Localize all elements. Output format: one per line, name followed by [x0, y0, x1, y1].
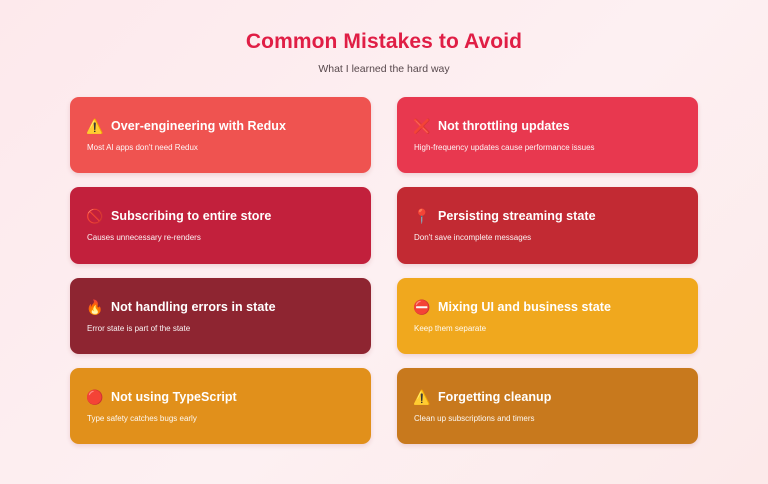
warning-triangle-icon: ⚠️: [413, 388, 431, 405]
card-header: [413, 390, 682, 404]
page-title: Common Mistakes to Avoid: [245, 30, 523, 53]
fire-icon: 🔥: [86, 298, 104, 315]
card-title: Not handling errors in state: [111, 299, 276, 314]
mistake-card-4[interactable]: [397, 187, 698, 263]
no-entry-icon: ⛔: [413, 298, 431, 315]
pin-icon: 📍: [413, 208, 431, 225]
mistakes-grid: [40, 97, 728, 444]
card-description: Clean up subscriptions and timers: [414, 413, 535, 423]
slide-header: [40, 30, 728, 75]
warning-triangle-icon: ⚠️: [86, 118, 104, 135]
prohibited-icon: 🚫: [86, 208, 104, 225]
mistake-card-5[interactable]: [70, 278, 371, 354]
card-header: [86, 209, 355, 223]
card-title: Persisting streaming state: [438, 209, 596, 224]
card-description: Causes unnecessary re-renders: [87, 233, 201, 243]
card-title: Not using TypeScript: [111, 389, 237, 404]
red-circle-icon: 🔴: [86, 388, 104, 405]
card-title: Subscribing to entire store: [111, 209, 272, 224]
mistake-card-8[interactable]: [397, 368, 698, 444]
card-title: Forgetting cleanup: [438, 389, 552, 404]
mistake-card-6[interactable]: [397, 278, 698, 354]
card-description: Most AI apps don't need Redux: [87, 143, 198, 153]
mistake-card-7[interactable]: [70, 368, 371, 444]
mistake-card-3[interactable]: [70, 187, 371, 263]
card-title: Over-engineering with Redux: [111, 119, 286, 134]
page-subtitle: What I learned the hard way: [318, 63, 450, 75]
card-description: High-frequency updates cause performance issues: [414, 143, 595, 153]
mistake-card-2[interactable]: [397, 97, 698, 173]
card-header: [86, 300, 355, 314]
card-description: Type safety catches bugs early: [87, 413, 197, 423]
card-header: [86, 390, 355, 404]
card-description: Error state is part of the state: [87, 323, 191, 333]
card-header: [413, 209, 682, 223]
card-header: [86, 119, 355, 133]
mistake-card-1[interactable]: [70, 97, 371, 173]
cross-mark-icon: ❌: [413, 118, 431, 135]
card-description: Keep them separate: [414, 323, 487, 333]
card-header: [413, 300, 682, 314]
card-title: Mixing UI and business state: [438, 299, 611, 314]
card-description: Don't save incomplete messages: [414, 233, 532, 243]
card-header: [413, 119, 682, 133]
card-title: Not throttling updates: [438, 119, 570, 134]
